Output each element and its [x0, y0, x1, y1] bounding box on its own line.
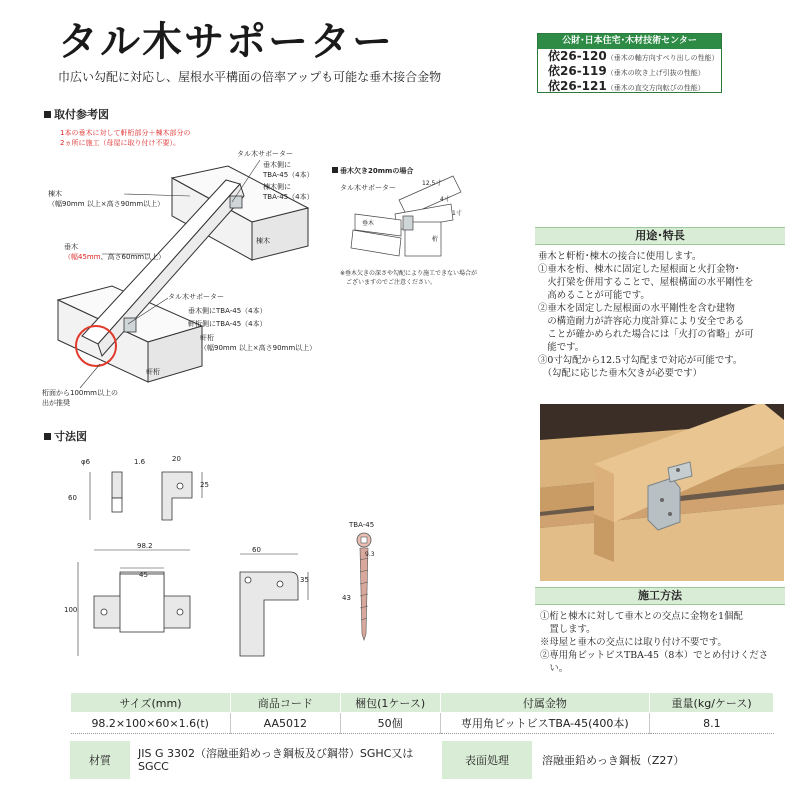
construction-line: い。 — [540, 663, 569, 674]
label-ridge-side-screws: TBA-45（4本） — [263, 193, 314, 201]
features-line: 能です。 — [538, 342, 585, 353]
label-overhang-2: 出が推奨 — [42, 399, 70, 407]
spec-table — [70, 692, 774, 734]
label-eave: 軒桁 — [200, 334, 214, 342]
certification-org: 公財･日本住宅･木材技術センター — [538, 34, 721, 49]
features-text — [538, 250, 786, 380]
screw-name: TBA-45 — [349, 521, 375, 529]
install-diagram-heading: 取付参考図 — [44, 106, 109, 122]
label-eave-size: （幅90mm 以上×高さ90mm以上） — [200, 344, 317, 352]
screw-drawing — [352, 532, 382, 642]
dimension-diagram-heading: 寸法図 — [44, 428, 87, 444]
notch-footnote-2: ございますのでご注意ください。 — [346, 279, 437, 286]
dim-20: 20 — [172, 455, 181, 463]
construction-text — [540, 610, 786, 675]
label-rafter-side-top: 垂木側に — [263, 161, 291, 169]
dim-hole: φ6 — [81, 458, 91, 466]
notch-1-label: 1寸 — [452, 210, 462, 217]
surface-label: 表面処理 — [442, 741, 532, 779]
features-line: の構造耐力が許容応力度計算により安全である — [538, 316, 745, 327]
construction-line: ②専用角ビットビスTBA-45（8本）でとめ付けくださ — [540, 650, 769, 661]
label-eave-on-beam: 軒桁 — [146, 368, 160, 376]
features-line: 火打梁を併用することで、屋根構面の水平剛性を — [538, 277, 754, 288]
notch-rafter-label: 垂木 — [362, 220, 375, 227]
product-photo — [540, 404, 784, 581]
certification-box — [537, 33, 722, 93]
table-header: サイズ(mm) — [71, 693, 231, 713]
notch-pitch-label: 12.5寸 — [422, 180, 442, 187]
notch-footnote-1: ※垂木欠きの深さや勾配により施工できない場合が — [340, 270, 478, 277]
table-cell: 50個 — [340, 713, 440, 734]
features-line: ことが確かめられた場合には「火打の省略」が可 — [538, 329, 754, 340]
features-line: 垂木と軒桁･棟木の接合に使用します。 — [538, 251, 702, 262]
features-line: （勾配に応じた垂木欠きが必要です） — [538, 368, 703, 379]
label-ridge: 棟木 — [48, 190, 62, 198]
material-row — [70, 741, 774, 779]
features-line: ①垂木を桁、棟木に固定した屋根面と火打金物･ — [538, 264, 740, 275]
screw-diameter: 9.3 — [365, 551, 375, 558]
table-header: 重量(kg/ケース) — [650, 693, 774, 713]
notch-4-label: 4寸 — [440, 196, 450, 203]
dim-100: 100 — [64, 606, 78, 614]
install-red-note-1: 1本の垂木に対して軒桁部分＋棟木部分の — [60, 129, 191, 137]
surface-value: 溶融亜鉛めっき鋼板（Z27） — [542, 754, 685, 767]
label-rafter-side-bottom: 垂木側にTBA-45（4本） — [188, 307, 267, 315]
features-heading: 用途･特長 — [535, 227, 785, 245]
table-cell: AA5012 — [230, 713, 340, 734]
page-title: タル木サポーター — [58, 19, 394, 65]
label-rafter-side-top-screws: TBA-45（4本） — [263, 171, 314, 179]
label-overhang: 桁面から100mm以上の — [42, 389, 118, 397]
features-line: ③0寸勾配から12.5寸勾配まで対応が可能です。 — [538, 355, 743, 366]
label-supporter-top: タル木サポーター — [237, 150, 293, 158]
notch-supporter-label: タル木サポーター — [340, 184, 396, 192]
label-ridge-side: 棟木側に — [263, 183, 291, 191]
dim-thickness: 1.6 — [134, 458, 146, 466]
notch-heading: 垂木欠き20mmの場合 — [332, 167, 413, 176]
dim-45: 45 — [139, 571, 148, 579]
features-line: 高めることが可能です。 — [538, 290, 650, 301]
construction-line: ①桁と棟木に対して垂木との交点に金物を1個配 — [540, 611, 743, 622]
label-rafter-size: （幅45mm、高さ60mm以上） — [64, 253, 166, 261]
table-header: 付属金物 — [440, 693, 650, 713]
label-eave-side-bottom: 軒桁側にTBA-45（4本） — [188, 320, 267, 328]
dim-25: 25 — [200, 481, 209, 489]
features-line: ②垂木を固定した屋根面の水平剛性を含む建物 — [538, 303, 735, 314]
certification-line: 依26-121（垂木の直交方向転びの性能） — [548, 79, 705, 93]
label-supporter-bottom: タル木サポーター — [168, 293, 224, 301]
dim-35: 35 — [300, 576, 309, 584]
table-cell: 98.2×100×60×1.6(t) — [71, 713, 231, 734]
construction-heading: 施工方法 — [535, 587, 785, 605]
dimension-drawing — [60, 450, 320, 670]
screw-length: 43 — [342, 594, 351, 602]
install-diagram-drawing — [40, 150, 340, 400]
page-subtitle: 巾広い勾配に対応し、屋根水平構面の倍率アップも可能な垂木接合金物 — [58, 70, 442, 84]
construction-line: 置します。 — [540, 624, 596, 635]
certification-line: 依26-119（垂木の吹き上げ引抜の性能） — [548, 64, 705, 78]
material-value: JIS G 3302（溶融亜鉛めっき鋼板及び鋼帯）SGHC又は SGCC — [138, 747, 414, 773]
install-red-note-2: 2ヵ所に施工（母屋に取り付け不要）。 — [60, 139, 180, 147]
label-rafter: 垂木 — [64, 243, 78, 251]
certification-line: 依26-120（垂木の軸方向すべり出しの性能） — [548, 49, 719, 63]
table-header: 商品コード — [230, 693, 340, 713]
label-ridge-size: （幅90mm 以上×高さ90mm以上） — [48, 200, 165, 208]
dim-98: 98.2 — [137, 542, 153, 550]
dim-60-top: 60 — [252, 546, 261, 554]
dim-60-left: 60 — [68, 494, 77, 502]
material-label: 材質 — [70, 741, 130, 779]
table-header: 梱包(1ケース) — [340, 693, 440, 713]
table-cell: 8.1 — [650, 713, 774, 734]
notch-eave-label: 桁 — [432, 236, 439, 243]
table-cell: 専用角ビットビスTBA-45(400本) — [440, 713, 650, 734]
label-ridge-on-beam: 棟木 — [256, 237, 270, 245]
construction-line: ※母屋と垂木の交点には取り付け不要です。 — [540, 637, 727, 648]
